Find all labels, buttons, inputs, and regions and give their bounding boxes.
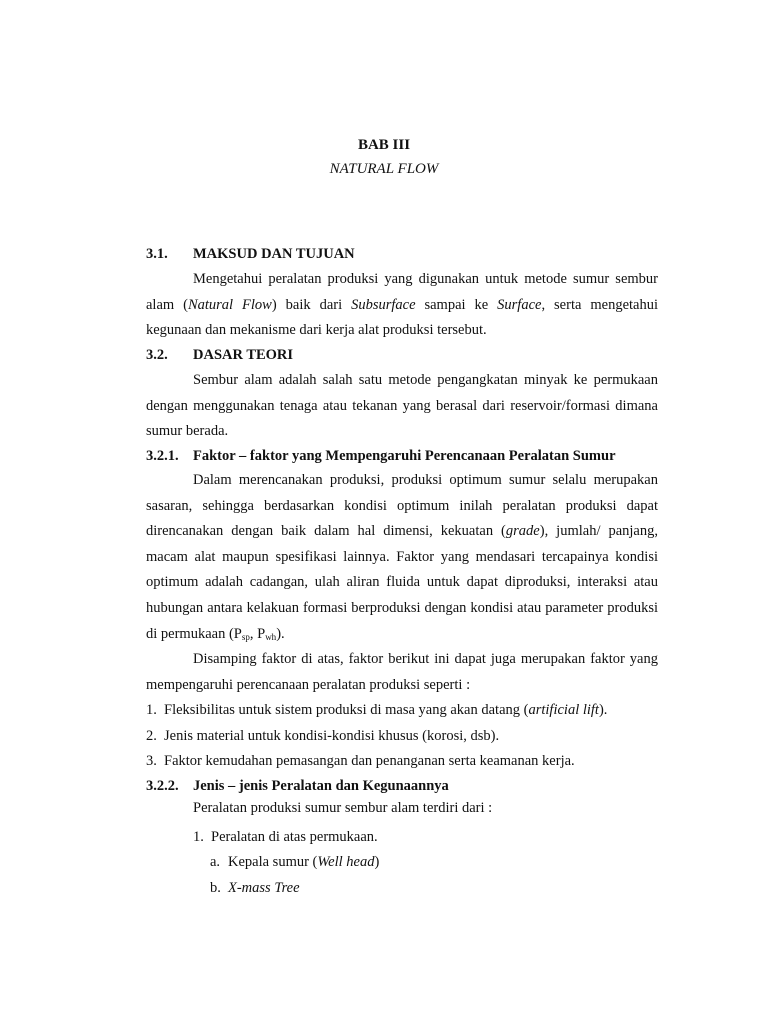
list-item: 3. Faktor kemudahan pemasangan dan penanganan serta keamanan kerja. bbox=[146, 753, 575, 770]
list-item: b. X-mass Tree bbox=[210, 879, 300, 896]
section-title: DASAR TEORI bbox=[193, 347, 294, 363]
section-number: 3.2.2. bbox=[146, 778, 179, 794]
section-heading-3-2-2 bbox=[146, 778, 449, 795]
paragraph-3-2: Sembur alam adalah salah satu metode pengangkatan minyak ke permukaan dengan menggunakan tenaga atau tekanan yang berasal dari reservoir/formasi dimana sumur berada. bbox=[146, 372, 658, 440]
list-item: a. Kepala sumur (Well head) bbox=[210, 854, 380, 870]
list-item: 1. Peralatan di atas permukaan. bbox=[193, 829, 378, 845]
section-title: MAKSUD DAN TUJUAN bbox=[193, 246, 355, 262]
section-title: Faktor – faktor yang Mempengaruhi Perencanaan Peralatan Sumur bbox=[193, 448, 616, 464]
chapter-subtitle: NATURAL FLOW bbox=[329, 161, 439, 177]
paragraph-3-1: Mengetahui peralatan produksi yang digunakan untuk metode sumur sembur alam (Natural Flow) baik dari Subsurface sampai ke Surface, serta mengetahui kegunaan dan mekanisme dari kerja alat produksi tersebut. bbox=[146, 271, 659, 339]
factor-list bbox=[146, 698, 607, 775]
list-item: 2. Jenis material untuk kondisi-kondisi khusus (korosi, dsb). bbox=[146, 727, 500, 744]
list-item: 1. Fleksibilitas untuk sistem produksi di masa yang akan datang (artificial lift). bbox=[146, 702, 608, 718]
paragraph-3-2-1-b: Disamping faktor di atas, faktor berikut ini dapat juga merupakan faktor yang mempengaruhi perencanaan peralatan produksi seperti : bbox=[146, 651, 658, 693]
section-heading-3-2 bbox=[146, 347, 293, 364]
surface-equipment-sublist bbox=[210, 850, 379, 901]
section-number: 3.2. bbox=[146, 347, 168, 363]
paragraph-3-2-2-intro: Peralatan produksi sumur sembur alam terdiri dari : bbox=[193, 800, 493, 816]
section-title: Jenis – jenis Peralatan dan Kegunaannya bbox=[193, 778, 449, 794]
chapter-title: BAB III bbox=[357, 137, 411, 153]
section-heading-3-1 bbox=[146, 246, 355, 263]
equipment-list bbox=[193, 825, 378, 851]
section-heading-3-2-1 bbox=[146, 448, 616, 465]
section-number: 3.2.1. bbox=[146, 448, 179, 464]
section-number: 3.1. bbox=[146, 246, 168, 262]
paragraph-3-2-1-a: Dalam merencanakan produksi, produksi optimum sumur selalu merupakan sasaran, sehingga berdasarkan kondisi optimum inilah peralatan produksi dapat direncanakan dengan baik dalam hal dimensi, kekuatan (grade), jumlah/ panjang, macam alat maupun spesifikasi lainnya. Faktor yang mendasari tercapainya kondisi optimum adalah cadangan, ulah aliran fluida untuk dapat diproduksi, interaksi atau hubungan antara kelakuan formasi berproduksi dengan kondisi atau parameter produksi di permukaan ($P_{sp}$, $P_{wh}$). bbox=[146, 472, 658, 642]
